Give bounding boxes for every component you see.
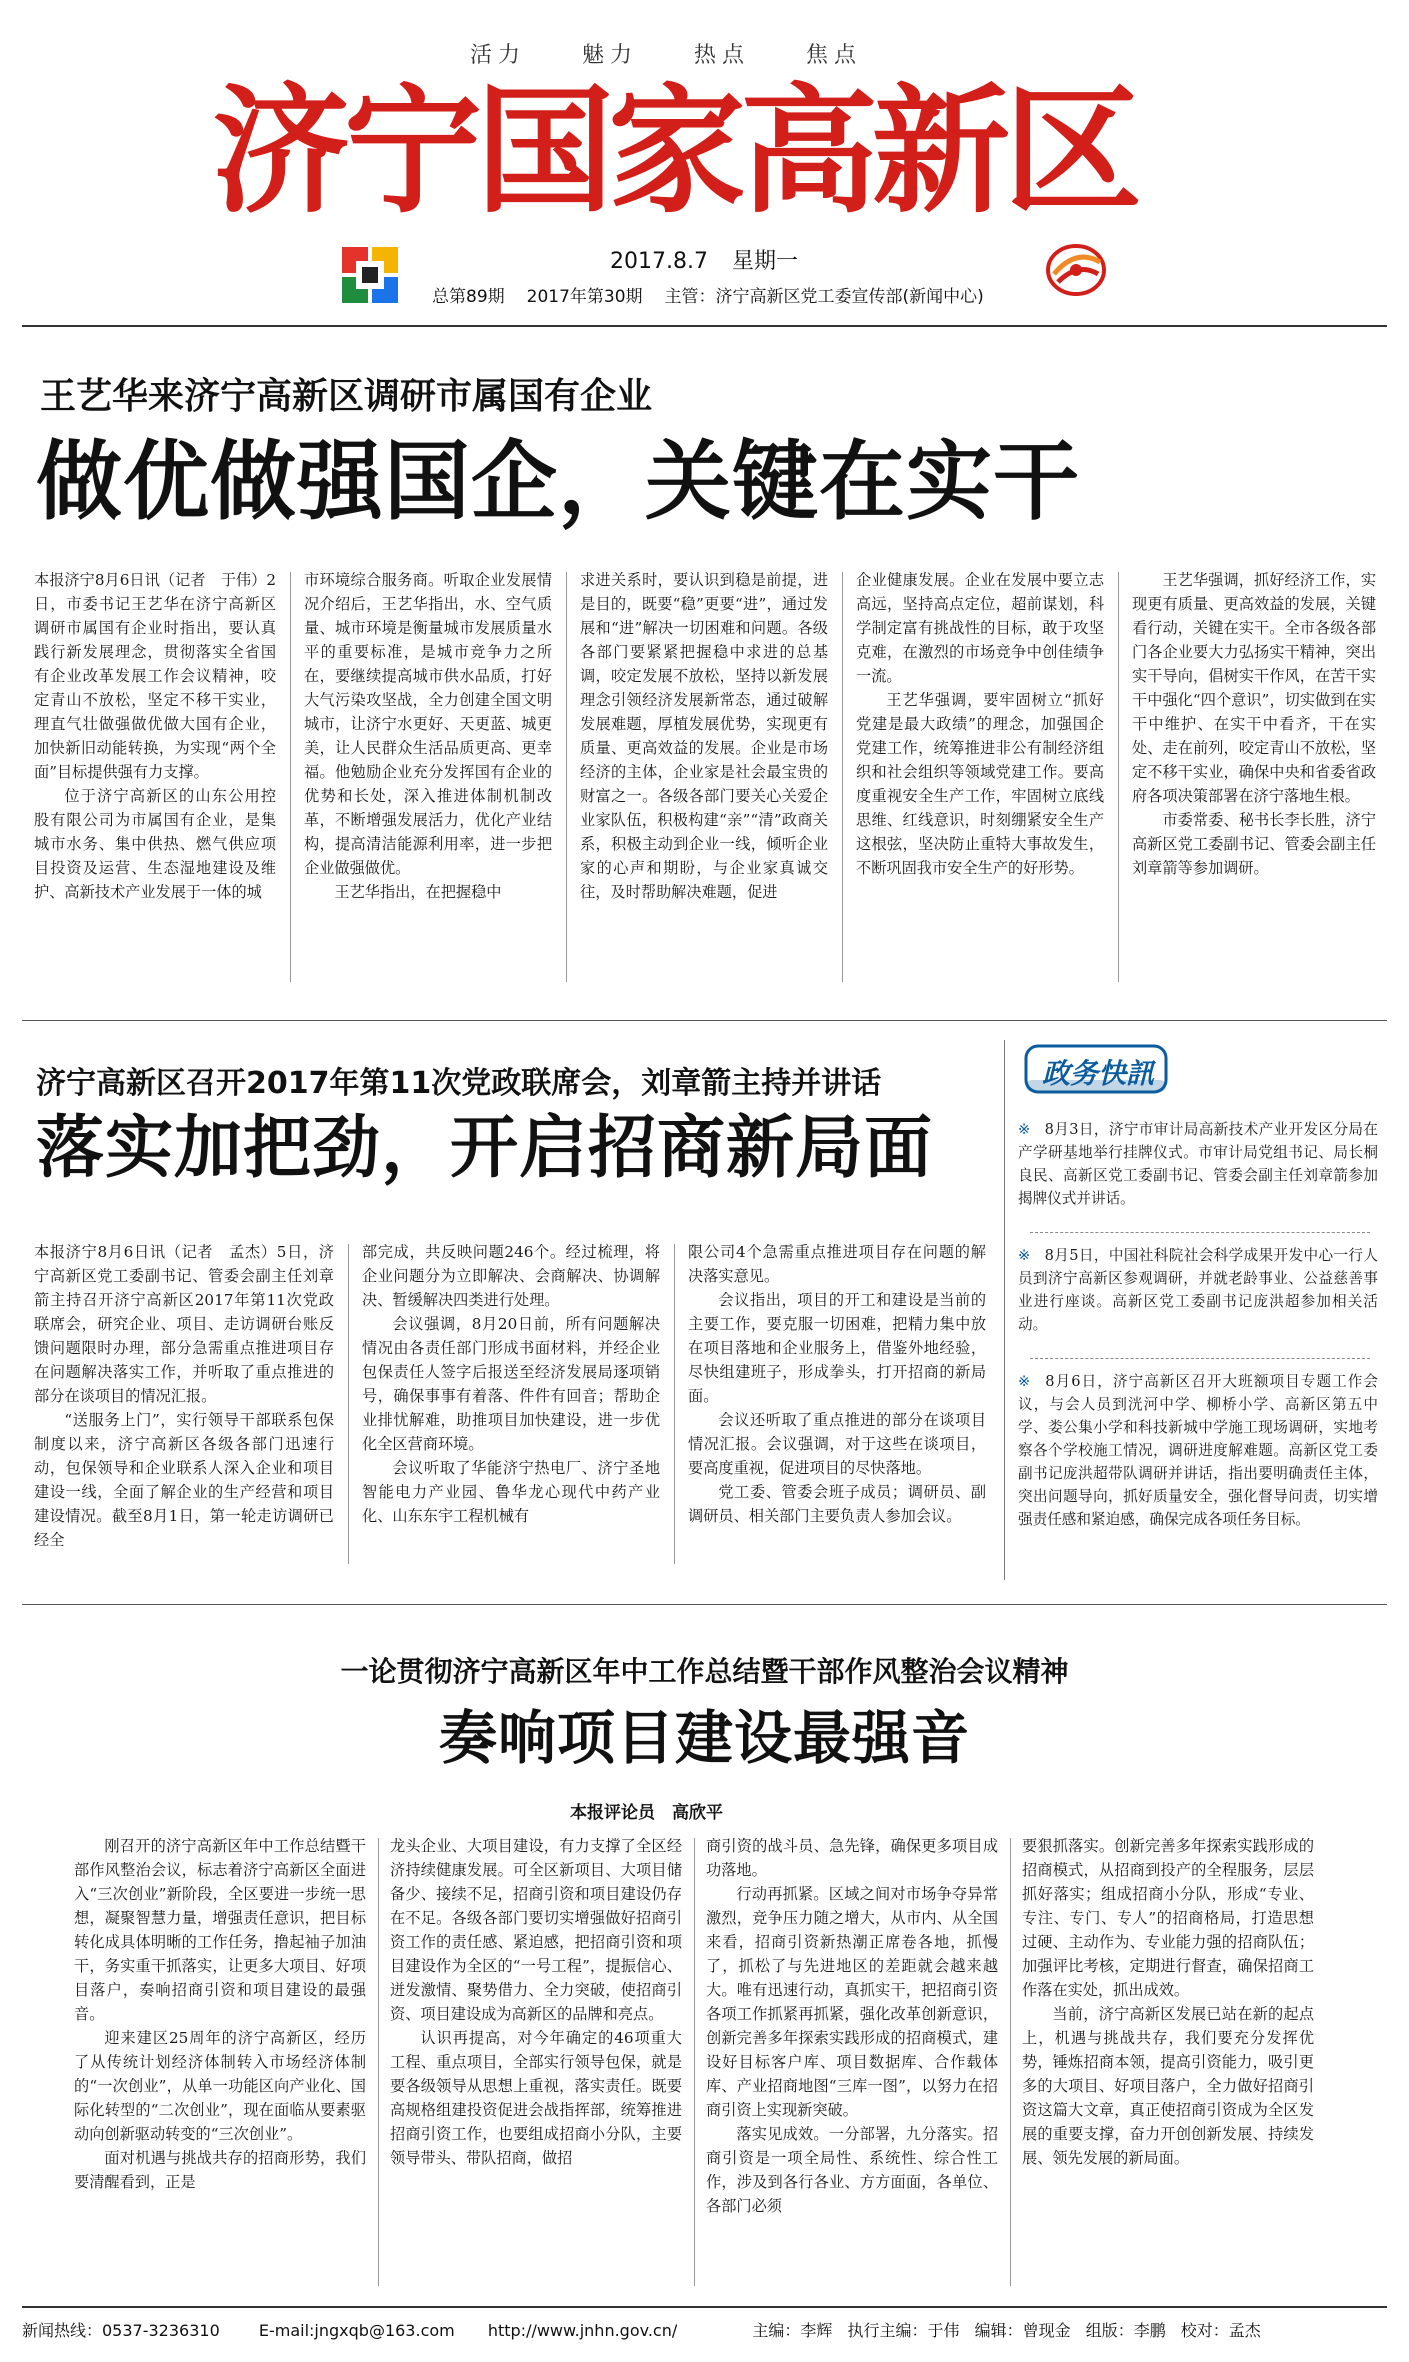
brief-box-divider: [1004, 1040, 1005, 1580]
story2-column-3: [688, 1240, 986, 1570]
news-hotline: 新闻热线：0537-3236310: [22, 2321, 220, 2340]
masthead-tagline: [470, 38, 918, 69]
paragraph: 王艺华强调，抓好经济工作，实现更有质量、更高效益的发展，关键看行动，关键在实干。全市各级各部门各企业要大力弘扬实干精神，突出实干导向，倡树实干作风，在苦干实干中强化“四个意识”，切实做到在实干中维护、在实干中看齐，干在实处、走在前列，咬定青山不放松，坚定不移干实业，确保中央和省委省政府各项决策部署在济宁落地生根。: [1132, 571, 1376, 805]
masthead-divider: [22, 325, 1387, 327]
contact-email[interactable]: E-mail:jngxqb@163.com: [258, 2321, 455, 2340]
column-divider: [566, 572, 567, 982]
brief-mark: ※: [1018, 1121, 1031, 1138]
story2-headline: 落实加把劲，开启招商新局面: [36, 1109, 934, 1188]
proofreader: 校对：孟杰: [1180, 2321, 1261, 2340]
tagline-word: 魅力: [582, 43, 639, 68]
column-divider: [1010, 1838, 1011, 2286]
editor-in-chief: 主编：李辉: [752, 2321, 833, 2340]
layout-editor: 组版：李鹏: [1085, 2321, 1166, 2340]
paragraph: 部完成，共反映问题246个。经过梳理，将企业问题分为立即解决、会商解决、协调解决、暂缓解决四类进行处理。: [362, 1243, 660, 1309]
column-divider: [694, 1838, 695, 2286]
tagline-word: 热点: [694, 43, 751, 68]
story3-kicker: 一论贯彻济宁高新区年中工作总结暨干部作风整治会议精神: [340, 1655, 1069, 1688]
paragraph: “送服务上门”，实行领导干部联系包保制度以来，济宁高新区各级各部门迅速行动，包保领导和企业联系人深入企业和项目建设一线，全面了解企业的生产经营和项目建设情况。截至8月1日，第一轮走访调研已经全: [34, 1411, 334, 1549]
brief-divider: [1030, 1358, 1370, 1359]
tagline-word: 焦点: [806, 43, 863, 68]
story1-column-3: [580, 568, 828, 988]
story3-column-1: [74, 1834, 366, 2292]
paragraph: 求进关系时，要认识到稳是前提，进是目的，既要“稳”更要“进”，通过发展和“进”解决一切困难和问题。各级各部门要紧紧把握稳中求进的总基调，咬定发展不放松，坚持以新发展理念引领经济发展新常态，通过破解发展难题，厚植发展优势，实现更有质量、更高效益的发展。企业是市场经济的主体，企业家是社会最宝贵的财富之一。各级各部门要关心关爱企业家队伍，积极构建“亲”“清”政商关系，积极主动到企业一线，倾听企业家的心声和期盼，与企业家真诚交往，及时帮助解决难题，促进: [580, 571, 828, 901]
colorful-square-logo-icon: [338, 243, 402, 307]
story3-column-2: [390, 1834, 682, 2292]
weekday: 星期一: [731, 249, 798, 274]
paragraph: 党工委、管委会班子成员；调研员、副调研员、相关部门主要负责人参加会议。: [688, 1483, 986, 1525]
column-divider: [378, 1838, 379, 2286]
paragraph: 位于济宁高新区的山东公用控股有限公司为市属国有企业，是集城市水务、集中供热、燃气供应项目投资及运营、生态湿地建设及维护、高新技术产业发展于一体的城: [34, 787, 276, 901]
story3-column-4: [1022, 1834, 1314, 2292]
brief-mark: ※: [1018, 1373, 1032, 1390]
issue-info: [432, 282, 1006, 307]
paragraph: 本报济宁8月6日讯（记者 孟杰）5日，济宁高新区党工委副书记、管委会副主任刘章箭主持召开济宁高新区2017年第11次党政联席会，研究企业、项目、走访调研台账反馈问题限时办理，部分急需重点推进项目存在问题解决落实工作，并听取了重点推进的部分在谈项目的情况汇报。: [34, 1243, 334, 1405]
newspaper-title: 济宁国家高新区: [212, 69, 1137, 232]
paragraph: 市环境综合服务商。听取企业发展情况介绍后，王艺华指出，水、空气质量、城市环境是衡量城市发展质量水平的重要标准，是城市竞争力之所在，要继续提高城市供水品质，打好大气污染攻坚战，全力创建全国文明城市，让济宁水更好、天更蓝、城更美，让人民群众生活品质更高、更幸福。他勉励企业充分发挥国有企业的优势和长处，深入推进体制机制改革，不断增强发展活力，优化产业结构，提高清洁能源利用率，进一步把企业做强做优。: [304, 571, 552, 877]
footer: [22, 2318, 1387, 2341]
paragraph: 会议强调，8月20日前，所有问题解决情况由各责任部门形成书面材料，并经企业包保责任人签字后报送至经济发展局逐项销号，确保事事有着落、件件有回音；帮助企业排忧解难，助推项目加快建设，进一步优化全区营商环境。: [362, 1315, 660, 1453]
story3-byline: 本报评论员 高欣平: [570, 1803, 723, 1823]
issue-date: [610, 244, 822, 275]
paragraph: 企业健康发展。企业在发展中要立志高远，坚持高点定位，超前谋划，科学制定富有挑战性的目标，敢于攻坚克难，在激烈的市场竞争中创佳绩争一流。: [856, 571, 1104, 685]
paragraph: 会议听取了华能济宁热电厂、济宁圣地智能电力产业园、鲁华龙心现代中药产业化、山东东宇工程机械有: [362, 1459, 660, 1525]
column-divider: [674, 1244, 675, 1564]
paragraph: 商引资的战斗员、急先锋，确保更多项目成功落地。: [706, 1837, 998, 1879]
column-divider: [842, 572, 843, 982]
brief-item: [1018, 1118, 1378, 1210]
paragraph: 市委常委、秘书长李长胜，济宁高新区党工委副书记、管委会副主任刘章箭等参加调研。: [1132, 811, 1376, 877]
story3-headline: 奏响项目建设最强音: [438, 1704, 970, 1772]
story1-column-5: [1132, 568, 1376, 988]
column-divider: [1118, 572, 1119, 982]
brief-text: 8月6日，济宁高新区召开大班额项目专题工作会议，与会人员到洸河中学、柳桥小学、高新区第五中学、娄公集小学和科技新城中学施工现场调研，实地考察各个学校施工情况，调研进度解难题。高新区党工委副书记庞洪超带队调研并讲话，指出要明确责任主体，突出问题导向，抓好质量安全，强化督导问责，切实增强责任感和紧迫感，确保完成各项任务目标。: [1018, 1373, 1378, 1528]
paragraph: 当前，济宁高新区发展已站在新的起点上，机遇与挑战共存，我们要充分发挥优势，锤炼招商本领，提高引资能力，吸引更多的大项目、好项目落户，全力做好招商引资这篇大文章，真正使招商引资成为全区发展的重要支撑，奋力开创创新发展、持续发展、领先发展的新局面。: [1022, 2005, 1314, 2167]
brief-text: 8月3日，济宁市审计局高新技术产业开发区分局在产学研基地举行挂牌仪式。市审计局党组书记、局长桐良民、高新区党工委副书记、管委会副主任刘章箭参加揭牌仪式并讲话。: [1018, 1121, 1378, 1207]
story1-column-1: [34, 568, 276, 988]
story2-column-2: [362, 1240, 660, 1570]
story2-column-1: [34, 1240, 334, 1570]
editor: 编辑：曾现金: [974, 2321, 1071, 2340]
paragraph: 认识再提高，对今年确定的46项重大工程、重点项目，全部实行领导包保，就是要各级领导从思想上重视，落实责任。既要高规格组建投资促进会战指挥部，统筹推进招商引资工作，也要组成招商小分队，主要领导带头、带队招商，做招: [390, 2029, 682, 2167]
sponsor: 主管：济宁高新区党工委宣传部(新闻中心): [664, 287, 984, 307]
section-divider: [22, 1020, 1387, 1021]
paragraph: 迎来建区25周年的济宁高新区，经历了从传统计划经济体制转入市场经济体制的“一次创业”，从单一功能区向产业化、国际化转型的“二次创业”，现在面临从要素驱动向创新驱动转变的“三次创业”。: [74, 2029, 366, 2143]
story1-kicker: 王艺华来济宁高新区调研市属国有企业: [40, 376, 653, 417]
tagline-word: 活力: [470, 43, 527, 68]
column-divider: [290, 572, 291, 982]
paragraph: 会议指出，项目的开工和建设是当前的主要工作，要克服一切困难，把精力集中放在项目落地和企业服务上，借鉴外地经验，尽快组建班子，形成拳头，打开招商的新局面。: [688, 1291, 986, 1405]
date: 2017.8.7: [610, 249, 708, 274]
website-link[interactable]: http://www.jnhn.gov.cn/: [487, 2321, 678, 2340]
brief-badge-label: 政务快訊: [1042, 1057, 1155, 1090]
story1-column-2: [304, 568, 552, 988]
section-divider: [22, 1604, 1387, 1605]
brief-mark: ※: [1018, 1247, 1031, 1264]
paragraph: 本报济宁8月6日讯（记者 于伟）2日，市委书记王艺华在济宁高新区调研市属国有企业时指出，要认真践行新发展理念，贯彻落实全省国有企业改革发展工作会议精神，咬定青山不放松，坚定不移干实业，理直气壮做强做优做大国有企业，加快新旧动能转换，为实现“两个全面”目标提供强有力支撑。: [34, 571, 276, 781]
story3-column-3: [706, 1834, 998, 2292]
paragraph: 行动再抓紧。区域之间对市场争夺异常激烈，竞争压力随之增大，从市内、从全国来看，招商引资新热潮正席卷各地，抓慢了，抓松了与先进地区的差距就会越来越大。唯有迅速行动，真抓实干，把招商引资各项工作抓紧再抓紧，强化改革创新意识，创新完善多年探索实践形成的招商模式，建设好目标客户库、项目数据库、合作载体库、产业招商地图“三库一图”，以努力在招商引资上实现新突破。: [706, 1885, 998, 2119]
paragraph: 落实见成效。一分部署，九分落实。招商引资是一项全局性、系统性、综合性工作，涉及到各行各业、方方面面，各单位、各部门必须: [706, 2125, 998, 2215]
story1-headline: 做优做强国企，关键在实干: [36, 432, 1080, 532]
paragraph: 会议还听取了重点推进的部分在谈项目情况汇报。会议强调，对于这些在谈项目，要高度重视，促进项目的尽快落地。: [688, 1411, 986, 1477]
brief-item: [1018, 1244, 1378, 1336]
paragraph: 王艺华指出，在把握稳中: [334, 883, 502, 901]
paragraph: 要狠抓落实。创新完善多年探索实践形成的招商模式，从招商到投产的全程服务，层层抓好落实；组成招商小分队，形成“专业、专注、专门、专人”的招商格局，打造思想过硬、主动作为、专业能力强的招商队伍；加强评比考核，定期进行督查，确保招商工作落在实处，抓出成效。: [1022, 1837, 1314, 1999]
brief-divider: [1030, 1232, 1370, 1233]
swirl-emblem-icon: [1040, 240, 1112, 300]
executive-editor: 执行主编：于伟: [847, 2321, 960, 2340]
paragraph: 龙头企业、大项目建设，有力支撑了全区经济持续健康发展。可全区新项目、大项目储备少、接续不足，招商引资和项目建设仍存在不足。各级各部门要切实增强做好招商引资工作的责任感、紧迫感，把招商引资和项目建设作为全区的“一号工程”，提振信心、迸发激情、聚势借力、全力突破，使招商引资、项目建设成为高新区的品牌和亮点。: [390, 1837, 682, 2023]
paragraph: 王艺华强调，要牢固树立“抓好党建是最大政绩”的理念，加强国企党建工作，统筹推进非公有制经济组织和社会组织等领域党建工作。要高度重视安全生产工作，牢固树立底线思维、红线意识，时刻绷紧安全生产这根弦，坚决防止重特大事故发生，不断巩固我市安全生产的好形势。: [856, 691, 1104, 877]
story1-column-4: [856, 568, 1104, 988]
story2-kicker: 济宁高新区召开2017年第11次党政联席会，刘章箭主持并讲话: [36, 1066, 882, 1101]
paragraph: 面对机遇与挑战共存的招商形势，我们要清醒看到，正是: [74, 2149, 366, 2191]
column-divider: [348, 1244, 349, 1564]
brief-item: [1018, 1370, 1378, 1531]
issue-year: 2017年第30期: [526, 287, 643, 307]
paragraph: 刚召开的济宁高新区年中工作总结暨干部作风整治会议，标志着济宁高新区全面进入“三次创业”新阶段，全区要进一步统一思想，凝聚智慧力量，增强责任意识，把目标转化成具体明晰的工作任务，撸起袖子加油干，务实重干抓落实，让更多大项目、好项目落户，奏响招商引资和项目建设的最强音。: [74, 1837, 366, 2023]
issue-total: 总第89期: [432, 287, 505, 307]
footer-divider: [22, 2306, 1387, 2308]
brief-text: 8月5日，中国社科院社会科学成果开发中心一行人员到济宁高新区参观调研，并就老龄事业、公益慈善事业进行座谈。高新区党工委副书记庞洪超参加相关活动。: [1018, 1247, 1378, 1333]
paragraph: 限公司4个急需重点推进项目存在问题的解决落实意见。: [688, 1243, 986, 1285]
